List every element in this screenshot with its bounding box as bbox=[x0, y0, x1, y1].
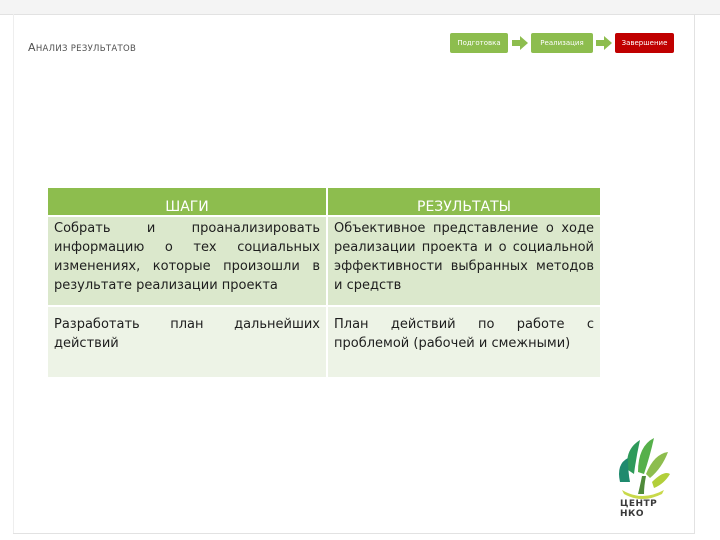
logo-text bbox=[620, 499, 657, 519]
logo-text-line2: НКО bbox=[620, 509, 645, 519]
arrow-right-icon bbox=[512, 36, 528, 50]
result-cell: План действий по работе с проблемой (рабочей и смежными) bbox=[327, 306, 600, 377]
header-steps: ШАГИ bbox=[48, 188, 327, 216]
process-step-implementation: Реализация bbox=[531, 33, 593, 53]
table-row bbox=[48, 306, 600, 377]
slide-frame-right bbox=[694, 14, 695, 534]
process-step-completion: Завершение bbox=[615, 33, 674, 53]
table-header-row bbox=[48, 188, 600, 216]
slide-title bbox=[28, 41, 136, 54]
table-row bbox=[48, 216, 600, 306]
result-cell: Объективное представление о ходе реализации проекта и о социальной эффективности выбранных методов и средств bbox=[327, 216, 600, 306]
process-step-preparation: Подготовка bbox=[450, 33, 508, 53]
header-results: РЕЗУЛЬТАТЫ bbox=[327, 188, 600, 216]
slide-frame-left bbox=[13, 14, 14, 534]
slide-frame-bottom bbox=[13, 533, 695, 534]
slide-title-rest: НАЛИЗ РЕЗУЛЬТАТОВ bbox=[35, 44, 137, 54]
steps-results-table bbox=[48, 188, 600, 377]
logo-text-line1: ЦЕНТР bbox=[620, 499, 658, 509]
arrow-right-icon bbox=[596, 36, 612, 50]
slide-title-initial: А bbox=[28, 41, 36, 54]
slide-frame-top bbox=[0, 0, 720, 15]
step-cell: Собрать и проанализировать информацию о тех социальных изменениях, которые произошли в результате реализации проекта bbox=[48, 216, 327, 306]
step-cell: Разработать план дальнейших действий bbox=[48, 306, 327, 377]
